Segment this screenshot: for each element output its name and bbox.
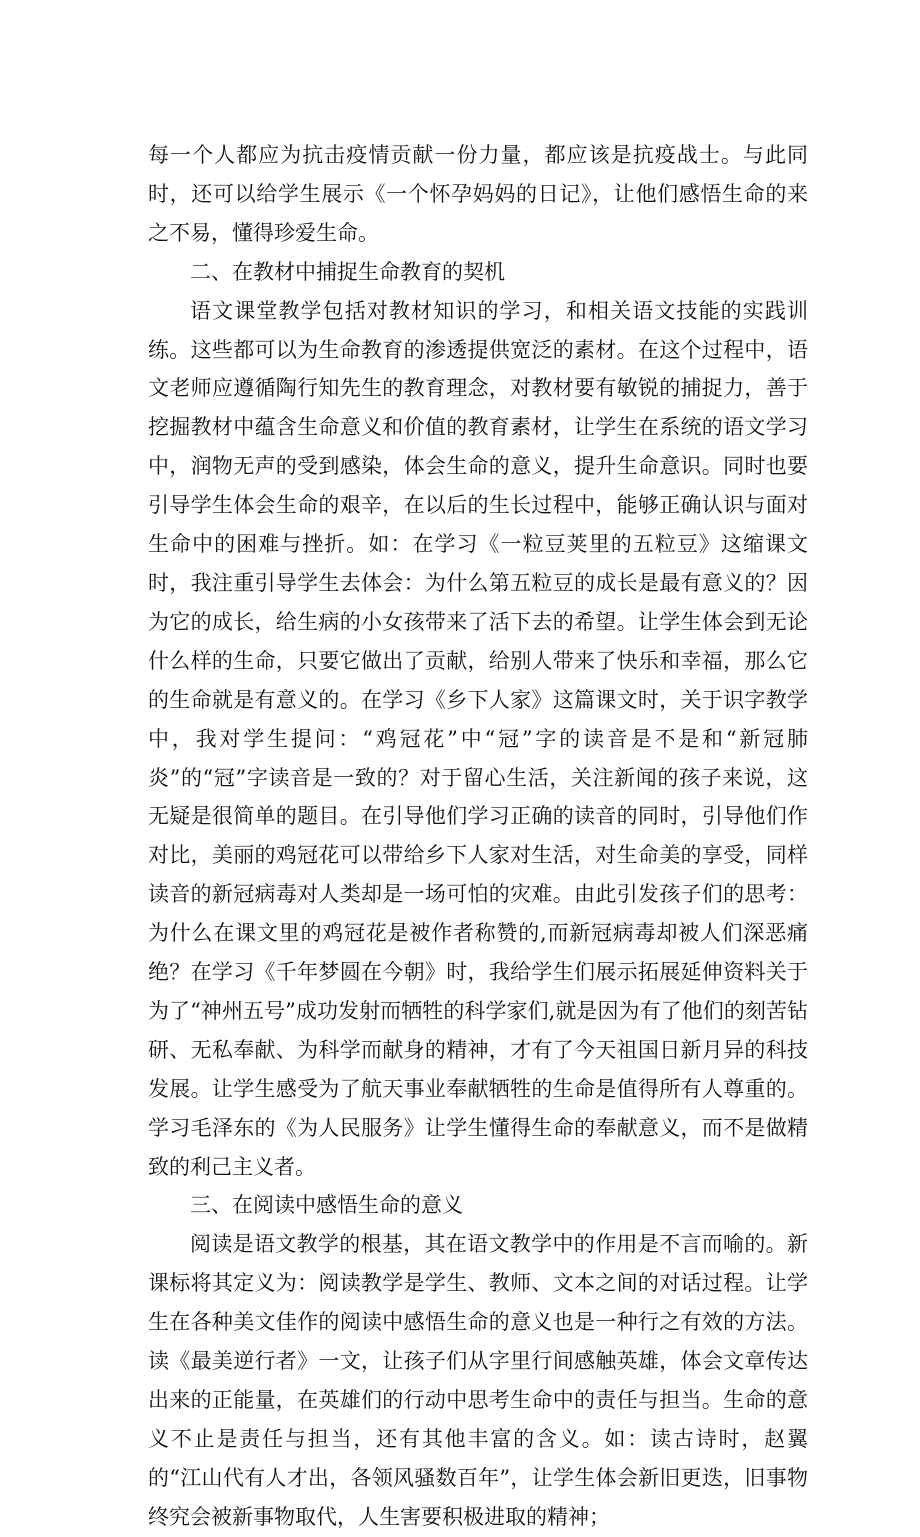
paragraph-continued: 每一个人都应为抗击疫情贡献一份力量，都应该是抗疫战士。与此同时，还可以给学生展示《一个怀孕妈妈的日记》，让他们感悟生命的来之不易，懂得珍爱生命。 — [148, 143, 808, 245]
paragraph-section-3: 阅读是语文教学的根基，其在语文教学中的作用是不言而喻的。新课标将其定义为：阅读教学是学生、教师、文本之间的对话过程。让学生在各种美文佳作的阅读中感悟生命的意义也是一种行之有效的方法。读《最美逆行者》一文，让孩子们从字里行间感触英雄，体会文章传达出来的正能量，在英雄们的行动中思考生命中的责任与担当。生命的意义不止是责任与担当，还有其他丰富的含义。如：读古诗时，赵翼的“江山代有人才出，各领风骚数百年”，让学生体会新旧更迭，旧事物终究会被新事物取代，人生害要积极进取的精神； — [148, 1232, 808, 1529]
document-body — [148, 136, 808, 1537]
section-heading-2: 二、在教材中捕捉生命教育的契机 — [190, 259, 505, 284]
paragraph-section-2: 语文课堂教学包括对教材知识的学习，和相关语文技能的实践训练。这些都可以为生命教育的渗透提供宽泛的素材。在这个过程中，语文老师应遵循陶行知先生的教育理念，对教材要有敏锐的捕捉力，善于挖掘教材中蕴含生命意义和价值的教育素材，让学生在系统的语文学习中，润物无声的受到感染，体会生命的意义，提升生命意识。同时也要引导学生体会生命的艰辛，在以后的生长过程中，能够正确认识与面对生命中的困难与挫折。如：在学习《一粒豆荚里的五粒豆》这缩课文时，我注重引导学生去体会：为什么第五粒豆的成长是最有意义的？因为它的成长，给生病的小女孩带来了活下去的希望。让学生体会到无论什么样的生命，只要它做出了贡献，给别人带来了快乐和幸福，那么它的生命就是有意义的。在学习《乡下人家》这篇课文时，关于识字教学中，我对学生提问：“鸡冠花”中“冠”字的读音是不是和“新冠肺炎”的“冠”字读音是一致的？对于留心生活，关注新闻的孩子来说，这无疑是很简单的题目。在引导他们学习正确的读音的同时，引导他们作对比，美丽的鸡冠花可以带给乡下人家对生活，对生命美的享受，同样读音的新冠病毒对人类却是一场可怕的灾难。由此引发孩子们的思考：为什么在课文里的鸡冠花是被作者称赞的,而新冠病毒却被人们深恶痛绝？在学习《千年梦圆在今朝》时，我给学生们展示拓展延伸资料关于为了“神州五号”成功发射而牺牲的科学家们,就是因为有了他们的刻苦钻研、无私奉献、为科学而献身的精神，才有了今天祖国日新月异的科技发展。让学生感受为了航天事业奉献牺牲的生命是值得所有人尊重的。学习毛泽东的《为人民服务》让学生懂得生命的奉献意义，而不是做精致的利己主义者。 — [148, 298, 808, 1179]
section-heading-3: 三、在阅读中感悟生命的意义 — [190, 1193, 463, 1218]
